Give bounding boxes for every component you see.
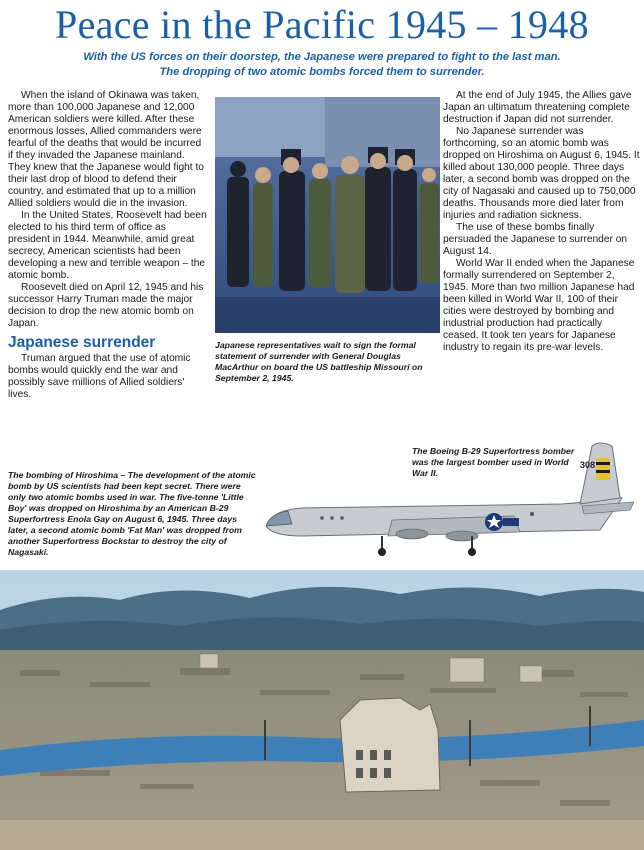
right-column [443, 90, 640, 354]
hiroshima-ruins-photo [0, 570, 644, 850]
left-paragraph-4: Truman argued that the use of atomic bombs would quickly end the war and possibly save millions of Allied soldiers' lives. [8, 353, 191, 400]
section-heading-japanese-surrender: Japanese surrender [8, 334, 156, 351]
left-paragraph-3: Roosevelt died on April 12, 1945 and his successor Harry Truman made the major decision to drop the new atomic bomb on Japan. [8, 282, 204, 329]
page-title: Peace in the Pacific 1945 – 1948 [55, 2, 589, 47]
left-paragraph-1: When the island of Okinawa was taken, more than 100,000 Japanese and 12,000 American soldiers were killed. After these enormous losses, Allied commanders were fearful of the deaths that would be incurred if they invaded the Japanese mainland. They knew that the Japanese would fight to their last drop of blood to defend their country, and estimated that up to a million Allied soldiers would die in the invasion. [8, 90, 204, 209]
right-paragraph-4: World War II ended when the Japanese formally surrendered on September 2, 1945. More than two million Japanese had been killed in World War II, 100 of their cities were destroyed by bombing and industrial production had practically ceased. It took ten years for Japanese industry to regain its pre-war levels. [443, 258, 635, 353]
page-subtitle [40, 50, 604, 80]
right-paragraph-3: The use of these bombs finally persuaded the Japanese to surrender on August 14. [443, 222, 628, 257]
tail-number: 308 [580, 460, 596, 470]
right-paragraph-2: No Japanese surrender was forthcoming, so an atomic bomb was dropped on Hiroshima on August 6, 1945. It killed about 130,000 people. Three days later, a second bomb was dropped on the city of Nagasaki and caused up to 750,000 deaths. Thousands more died later from injuries and radiation sickness. [443, 126, 640, 221]
subtitle-line-1: With the US forces on their doorstep, the Japanese were prepared to fight to the last man. [83, 51, 561, 63]
surrender-photo-caption: Japanese representatives wait to sign the formal statement of surrender with General Douglas MacArthur on board the US battleship Missouri on September 2, 1945. [215, 340, 423, 383]
left-column [8, 90, 208, 401]
left-paragraph-2: In the United States, Roosevelt had been elected to his third term of office as president in 1944. Meanwhile, amid great secrecy, American scientists had been developing a new and terrible weapon – the atomic bomb. [8, 210, 207, 281]
subtitle-line-2: The dropping of two atomic bombs forced them to surrender. [159, 66, 485, 78]
bomber-caption: The Boeing B-29 Superfortress bomber was the largest bomber used in World War II. [412, 446, 575, 478]
right-paragraph-1: At the end of July 1945, the Allies gave Japan an ultimatum threatening complete destruction if Japan did not surrender. [443, 90, 632, 125]
hiroshima-caption: The bombing of Hiroshima – The development of the atomic bomb by US scientists had been kept secret. There were only two atomic bombs used in war. The five-tonne 'Little Boy' was dropped on Hiroshima by an American B-29 Superfortress Enola Gay on August 6, 1945. Three days later, a second atomic bomb 'Fat Man' was dropped from another Superfortress Bockstar to destroy the city of Nagasaki. [8, 470, 256, 557]
surrender-ceremony-photo [215, 97, 440, 333]
